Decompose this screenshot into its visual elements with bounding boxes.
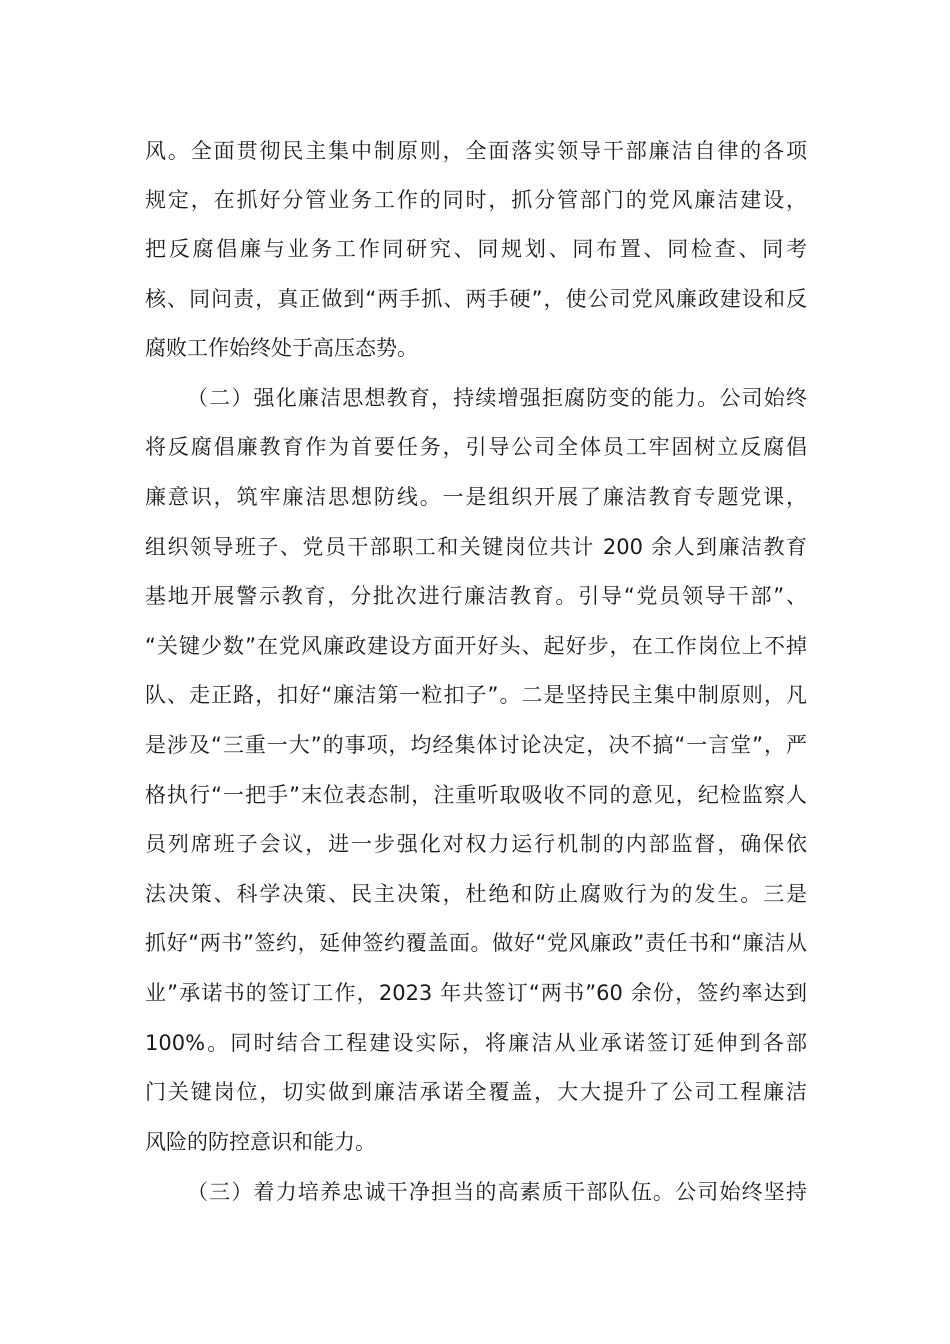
paragraph-2-line-5: 基地开展警示教育，分批次进行廉洁教育。引导“党员领导干部”、 xyxy=(145,584,807,608)
paragraph-1-line-5: 腐败工作始终处于高压态势。 xyxy=(145,336,418,360)
paragraph-1-line-2: 规定，在抓好分管业务工作的同时，抓分管部门的党风廉洁建设， xyxy=(145,188,807,212)
paragraph-1-line-4: 核、同问责，真正做到“两手抓、两手硬”，使公司党风廉政建设和反 xyxy=(145,287,807,311)
paragraph-2-line-3: 廉意识，筑牢廉洁思想防线。一是组织开展了廉洁教育专题党课， xyxy=(145,485,807,509)
paragraph-2-line-11: 法决策、科学决策、民主决策，杜绝和防止腐败行为的发生。三是 xyxy=(145,882,807,906)
paragraph-2-line-13: 业”承诺书的签订工作，2023 年共签订“两书”60 余份，签约率达到 xyxy=(145,981,807,1005)
paragraph-2-line-4: 组织领导班子、党员干部职工和关键岗位共计 200 余人到廉洁教育 xyxy=(145,535,807,559)
paragraph-1-line-1: 风。全面贯彻民主集中制原则，全面落实领导干部廉洁自律的各项 xyxy=(145,139,807,163)
paragraph-2-line-12: 抓好“两书”签约，延伸签约覆盖面。做好“党风廉政”责任书和“廉洁从 xyxy=(145,931,807,955)
paragraph-2-line-7: 队、走正路，扣好“廉洁第一粒扣子”。二是坚持民主集中制原则，凡 xyxy=(145,683,807,707)
paragraph-2-line-15: 门关键岗位，切实做到廉洁承诺全覆盖，大大提升了公司工程廉洁 xyxy=(145,1080,807,1104)
paragraph-2-line-16: 风险的防控意识和能力。 xyxy=(145,1130,376,1154)
paragraph-1-line-3: 把反腐倡廉与业务工作同研究、同规划、同布置、同检查、同考 xyxy=(145,237,807,261)
paragraph-2-line-2: 将反腐倡廉教育作为首要任务，引导公司全体员工牢固树立反腐倡 xyxy=(145,435,807,459)
paragraph-2-line-9: 格执行“一把手”末位表态制，注重听取吸收不同的意见，纪检监察人 xyxy=(145,783,807,807)
paragraph-2-line-1: （二）强化廉洁思想教育，持续增强拒腐防变的能力。公司始终 xyxy=(187,386,807,410)
paragraph-2-line-14: 100%。同时结合工程建设实际，将廉洁从业承诺签订延伸到各部 xyxy=(145,1031,807,1055)
paragraph-2-line-10: 员列席班子会议，进一步强化对权力运行机制的内部监督，确保依 xyxy=(145,832,807,856)
paragraph-2-line-6: “关键少数”在党风廉政建设方面开好头、起好步，在工作岗位上不掉 xyxy=(145,634,807,658)
paragraph-3-line-1: （三）着力培养忠诚干净担当的高素质干部队伍。公司始终坚持 xyxy=(187,1180,807,1204)
paragraph-2-line-8: 是涉及“三重一大”的事项，均经集体讨论决定，决不搞“一言堂”，严 xyxy=(145,733,807,757)
